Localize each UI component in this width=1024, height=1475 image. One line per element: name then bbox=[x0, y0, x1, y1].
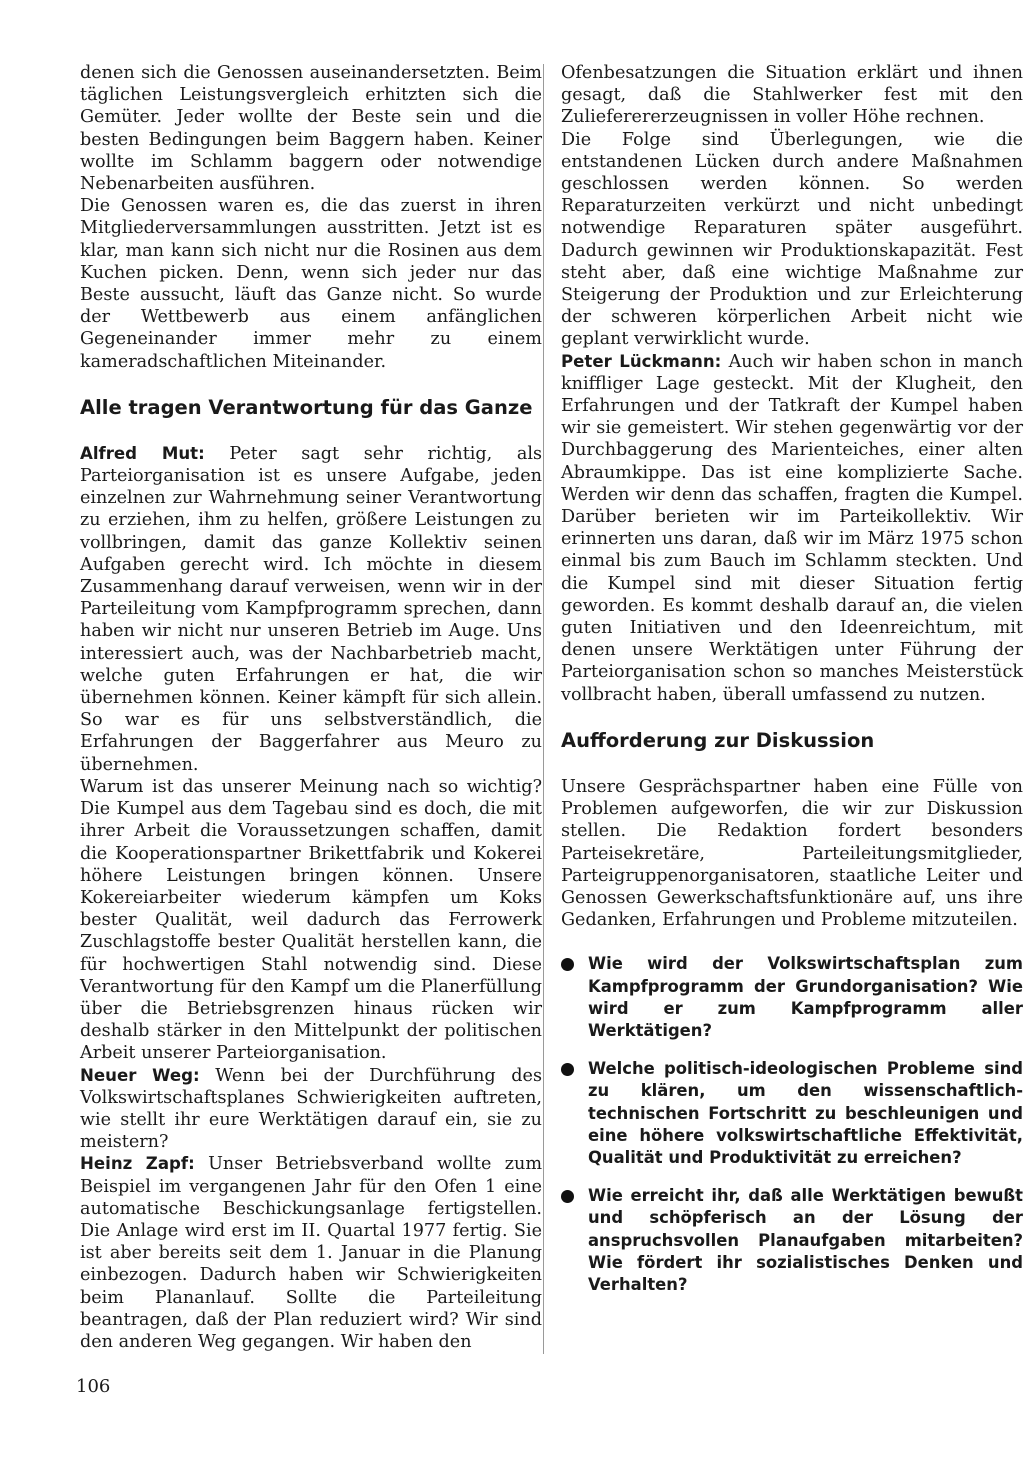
page-number: 106 bbox=[76, 1376, 111, 1397]
paragraph: Unsere Gesprächspartner haben eine Fülle von Problemen aufgeworfen, die wir zur Diskussion stellen. Die Redaktion fordert besonders Parteisekretäre, Parteileitungsmitglieder, Parteigruppenorganisatoren, staatliche Leiter und Genossen Gewerkschaftsfunktionäre auf, uns ihre Gedanken, Erfahrungen und Probleme mitzuteilen. bbox=[561, 776, 1023, 931]
speaker-text: Peter sagt sehr richtig, als Parteiorganisation ist es unsere Aufgabe, jeden einzelnen zur Wahrnehmung seiner Verantwortung zu erziehen, ihm zu helfen, größere Leistungen zu vollbringen, damit das ganze Kollektiv seinen Aufgaben gerecht wird. Ich möchte in diesem Zusammenhang darauf verweisen, wenn wir in der Parteileitung vom Kampfprogramm sprechen, dann haben wir nicht nur unseren Betrieb im Auge. Uns interessiert auch, was der Nachbarbetrieb macht, welche guten Erfahrungen er hat, die wir übernehmen können. Keiner kämpft für sich allein. So war es für uns selbstverständlich, die Erfahrungen der Baggerfahrer aus Meuro zu übernehmen. bbox=[80, 443, 542, 775]
paragraph-neuer-weg bbox=[80, 1065, 542, 1154]
section-heading: Alle tragen Verantwortung für das Ganze bbox=[80, 395, 533, 419]
paragraph: Die Genossen waren es, die das zuerst in ihren Mitgliederversammlungen ausstritten. Jetzt ist es klar, man kann sich nicht nur die Rosinen aus dem Kuchen picken. Denn, wenn sich jeder nur das Beste aussucht, läuft das Ganze nicht. So wurde der Wettbewerb aus einem anfänglichen Gegeneinander immer mehr zu einem kameradschaftlichen Miteinander. bbox=[80, 196, 542, 372]
speaker-name: Alfred Mut: bbox=[80, 443, 205, 463]
speaker-text: Auch wir haben schon in manch kniffliger Lage gesteckt. Mit der Klugheit, den Erfahrungen und der Tatkraft der Kumpel haben wir sie gemeistert. Wir stehen gegenwärtig vor der Durchbaggerung des Marienteiches, einer alten Abraumkippe. Das ist eine komplizierte Sache. Werden wir denn das schaffen, fragten die Kumpel. Darüber berieten wir im Parteikollektiv. Wir erinnerten uns daran, daß wir im März 1975 schon einmal bis zum Bauch im Schlamm steckten. Und die Kumpel sind mit dieser Situation fertig geworden. Es kommt deshalb darauf an, die vielen guten Initiativen und den Ideenreichtum, mit denen unsere Werktätigen unter Führung der Parteiorganisation schon so manches Meisterstück vollbracht haben, überall umfassend zu nutzen. bbox=[561, 351, 1023, 705]
bullet-icon bbox=[561, 1190, 574, 1203]
left-column bbox=[80, 62, 542, 1353]
speaker-name: Heinz Zapf: bbox=[80, 1154, 195, 1174]
question-list bbox=[561, 953, 1023, 1296]
list-item: Wie erreicht ihr, daß alle Werktätigen bewußt und schöpferisch an der Lösung der anspruchsvollen Planaufgaben mitarbeiten? Wie fördert ihr sozialistisches Denken und Verhalten? bbox=[561, 1185, 1023, 1296]
paragraph-alfred-mut bbox=[80, 443, 542, 776]
section-heading: Aufforderung zur Diskussion bbox=[561, 728, 875, 752]
list-item: Wie wird der Volkswirtschaftsplan zum Kampfprogramm der Grundorganisation? Wie wird er zum Kampfprogramm aller Werktätigen? bbox=[561, 953, 1023, 1042]
paragraph: Die Folge sind Überlegungen, wie die entstandenen Lücken durch andere Maßnahmen geschlossen werden können. So werden Reparaturzeiten verkürzt und nicht unbedingt notwendige Reparaturen später ausgeführt. Dadurch gewinnen wir Produktionskapazität. Fest steht aber, daß eine wichtige Maßnahme zur Steigerung der Produktion und zur Erleichterung der schweren körperlichen Arbeit nicht wie geplant verwirklicht wurde. bbox=[561, 129, 1023, 350]
right-column bbox=[561, 62, 1023, 1312]
bullet-icon bbox=[561, 1063, 574, 1076]
paragraph: denen sich die Genossen auseinandersetzten. Beim täglichen Leistungsvergleich erhitzten sich die Gemüter. Jeder wollte der Beste sein und die besten Bedingungen beim Baggern haben. Keiner wollte im Schlamm baggern oder notwendige Nebenarbeiten ausführen. bbox=[80, 63, 542, 195]
list-item: Welche politisch-ideologischen Probleme sind zu klären, um den wissenschaftlich-technischen Fortschritt zu beschleunigen und eine höhere volkswirtschaftliche Effektivität, Qualität und Produktivität zu erreichen? bbox=[561, 1058, 1023, 1169]
paragraph: Warum ist das unserer Meinung nach so wichtig? Die Kumpel aus dem Tagebau sind es doch, die mit ihrer Arbeit die Voraussetzungen schaffen, damit die Kooperationspartner Brikettfabrik und Kokerei höhere Leistungen bringen können. Unsere Kokereiarbeiter wiederum kämpfen um Koks bester Qualität, weil dadurch das Ferrowerk Zuschlagstoffe bester Qualität herstellen kann, die für hochwertigen Stahl notwendig sind. Diese Verantwortung für den Kampf um die Planerfüllung über die Betriebsgrenzen hinaus rücken wir deshalb stärker in den Mittelpunkt der politischen Arbeit unserer Parteiorganisation. bbox=[80, 776, 542, 1064]
speaker-text: Wenn bei der Durchführung des Volkswirtschaftsplanes Schwierigkeiten auftreten, wie stellt ihr eure Werktätigen darauf ein, sie zu meistern? bbox=[80, 1065, 542, 1153]
bullet-icon bbox=[561, 958, 574, 971]
column-divider bbox=[543, 64, 544, 1354]
speaker-name: Neuer Weg: bbox=[80, 1065, 200, 1085]
paragraph-heinz-zapf bbox=[80, 1153, 542, 1353]
paragraph-peter-lueckmann bbox=[561, 351, 1023, 706]
speaker-text: Unser Betriebsverband wollte zum Beispiel im vergangenen Jahr für den Ofen 1 eine automatische Beschickungsanlage fertigstellen. Die Anlage wird erst im II. Quartal 1977 fertig. Sie ist aber bereits seit dem 1. Januar in die Planung einbezogen. Dadurch haben wir Schwierigkeiten beim Plananlauf. Sollte die Parteileitung beantragen, daß der Plan reduziert wird? Wir sind den anderen Weg gegangen. Wir haben den bbox=[80, 1154, 543, 1352]
speaker-name: Peter Lückmann: bbox=[561, 351, 722, 371]
paragraph: Ofenbesatzungen die Situation erklärt und ihnen gesagt, daß die Stahlwerker fest mit den Zulieferererzeugnissen in voller Höhe rechnen. bbox=[561, 63, 1023, 128]
